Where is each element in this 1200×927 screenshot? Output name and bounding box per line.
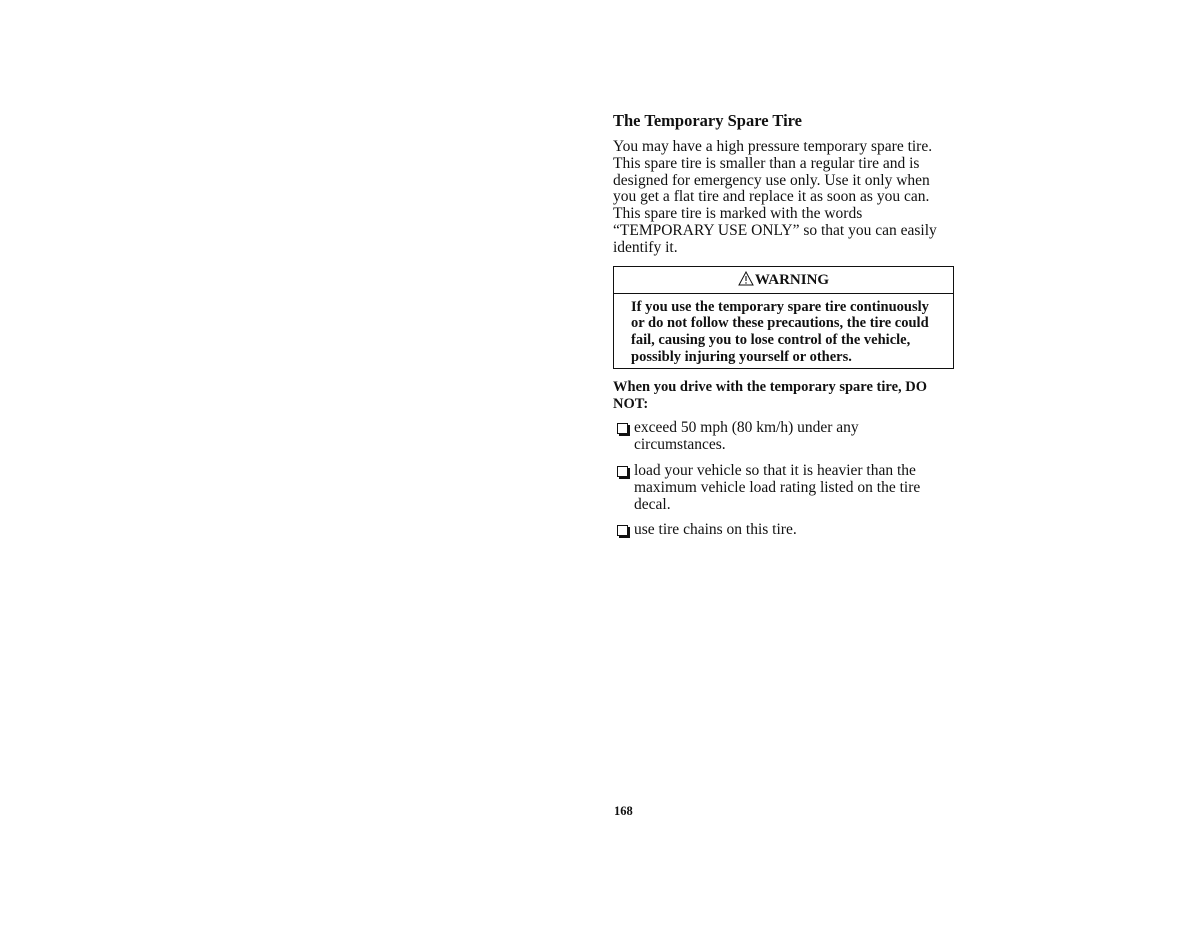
warning-body: If you use the temporary spare tire continuously or do not follow these precautions, the tire could fail, causing you to lose control of the vehicle, possibly injuring yourself or others. [631, 298, 929, 365]
checkbox-icon [617, 525, 628, 536]
warning-triangle-icon [738, 271, 754, 286]
warning-header [614, 267, 953, 294]
list-item-text: exceed 50 mph (80 km/h) under any circumstances. [634, 419, 859, 454]
checkbox-icon [617, 466, 628, 477]
page-content [613, 111, 958, 548]
precautions-lead: When you drive with the temporary spare tire, DO NOT: [613, 378, 928, 412]
checkbox-icon [617, 423, 628, 434]
section-heading: The Temporary Spare Tire [613, 111, 803, 130]
list-item-text: use tire chains on this tire. [634, 521, 797, 539]
list-item [613, 522, 934, 539]
page-number: 168 [614, 804, 633, 818]
list-item [613, 463, 934, 513]
intro-paragraph: You may have a high pressure temporary spare tire. This spare tire is smaller than a regular tire and is designed for emergency use only. Use it only when you get a flat tire and replace it as soon as you can. This spare tire is marked with the words “TEMPORARY USE ONLY” so that you can easily identify it. [613, 138, 937, 256]
warning-title: WARNING [754, 271, 830, 288]
list-item [613, 420, 934, 454]
list-item-text: load your vehicle so that it is heavier than the maximum vehicle load rating listed on the tire decal. [634, 461, 921, 513]
warning-box [613, 266, 954, 369]
precautions-list [613, 420, 958, 539]
